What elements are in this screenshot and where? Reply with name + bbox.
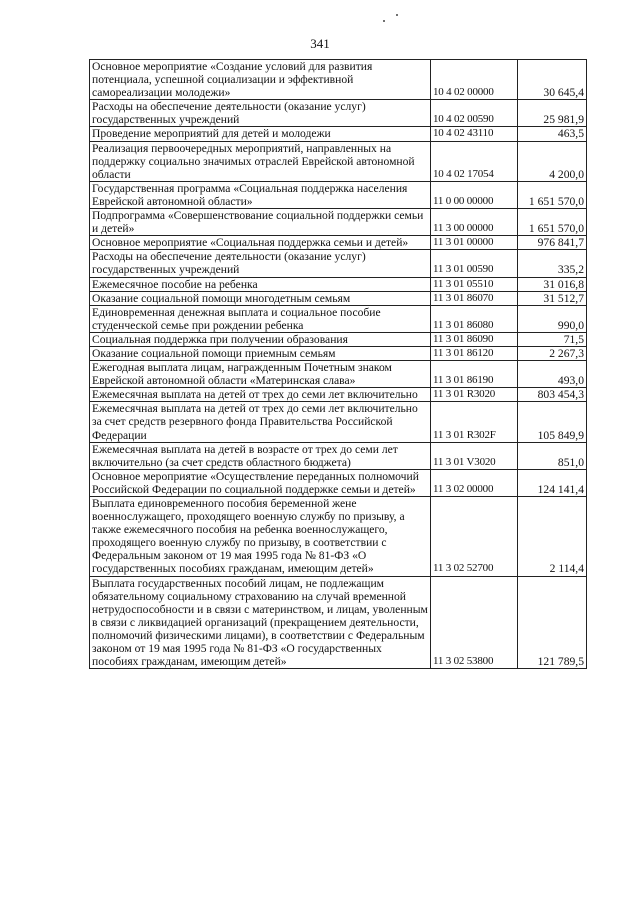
- expense-description-cell: Социальная поддержка при получении образования: [90, 332, 431, 346]
- amount-cell: 463,5: [518, 127, 587, 141]
- expense-description-cell: Основное мероприятие «Социальная поддержка семьи и детей»: [90, 236, 431, 250]
- table-row: [90, 442, 587, 469]
- budget-code-cell: 11 3 01 V3020: [431, 442, 518, 469]
- table-row: [90, 346, 587, 360]
- amount-cell: 990,0: [518, 305, 587, 332]
- scan-speck: [383, 20, 385, 22]
- scan-speck: [396, 14, 398, 16]
- budget-code-cell: 11 3 01 R302F: [431, 402, 518, 442]
- budget-code-cell: 11 3 01 86090: [431, 332, 518, 346]
- budget-code-cell: 11 3 01 86080: [431, 305, 518, 332]
- budget-code-cell: 11 3 01 86190: [431, 361, 518, 388]
- amount-cell: 124 141,4: [518, 469, 587, 496]
- expense-description-cell: Единовременная денежная выплата и социальное пособие студенческой семье при рождении ребенка: [90, 305, 431, 332]
- table-row: [90, 497, 587, 577]
- table-row: [90, 60, 587, 100]
- table-row: [90, 250, 587, 277]
- expense-description-cell: Ежемесячная выплата на детей от трех до семи лет включительно за счет средств резервного фонда Правительства Российской Федерации: [90, 402, 431, 442]
- expense-description-cell: Выплата государственных пособий лицам, не подлежащим обязательному социальному страхованию на случай временной нетрудоспособности и в связи с материнством, и лицам, уволенным в связи с ликвидацией организаций (прекращением деятельности, полномочий физическими лицами), в соответствии с Федеральным законом от 19 мая 1995 года № 81-ФЗ «О государственных пособиях гражданам, имеющим детей»: [90, 576, 431, 669]
- expense-description-cell: Выплата единовременного пособия беременной жене военнослужащего, проходящего военную службу по призыву, а также ежемесячного пособия на ребенка военнослужащего, проходящего военную службу по призыву, в соответствии с Федеральным законом от 19 мая 1995 года № 81-ФЗ «О государственных пособиях гражданам, имеющим детей»: [90, 497, 431, 577]
- expense-description-cell: Основное мероприятие «Осуществление переданных полномочий Российской Федерации по социальной поддержке семьи и детей»: [90, 469, 431, 496]
- amount-cell: 121 789,5: [518, 576, 587, 669]
- amount-cell: 71,5: [518, 332, 587, 346]
- amount-cell: 31 512,7: [518, 291, 587, 305]
- table-row: [90, 576, 587, 669]
- expense-description-cell: Оказание социальной помощи приемным семьям: [90, 346, 431, 360]
- amount-cell: 1 651 570,0: [518, 181, 587, 208]
- table-row: [90, 388, 587, 402]
- budget-code-cell: 11 3 02 52700: [431, 497, 518, 577]
- expense-description-cell: Реализация первоочередных мероприятий, направленных на поддержку социально значимых отраслей Еврейской автономной области: [90, 141, 431, 181]
- budget-code-cell: 11 3 01 R3020: [431, 388, 518, 402]
- amount-cell: 30 645,4: [518, 60, 587, 100]
- table-row: [90, 402, 587, 442]
- expense-description-cell: Расходы на обеспечение деятельности (оказание услуг) государственных учреждений: [90, 100, 431, 127]
- amount-cell: 493,0: [518, 361, 587, 388]
- page-number: 341: [310, 36, 330, 51]
- amount-cell: 31 016,8: [518, 277, 587, 291]
- expense-description-cell: Ежемесячная выплата на детей от трех до семи лет включительно: [90, 388, 431, 402]
- table-row: [90, 181, 587, 208]
- budget-code-cell: 11 3 01 05510: [431, 277, 518, 291]
- budget-code-cell: 10 4 02 43110: [431, 127, 518, 141]
- expense-description-cell: Ежемесячная выплата на детей в возрасте от трех до семи лет включительно (за счет средств областного бюджета): [90, 442, 431, 469]
- budget-code-cell: 10 4 02 00590: [431, 100, 518, 127]
- budget-code-cell: 11 3 00 00000: [431, 209, 518, 236]
- amount-cell: 2 114,4: [518, 497, 587, 577]
- budget-code-cell: 11 0 00 00000: [431, 181, 518, 208]
- table-row: [90, 469, 587, 496]
- table-row: [90, 291, 587, 305]
- amount-cell: 976 841,7: [518, 236, 587, 250]
- amount-cell: 851,0: [518, 442, 587, 469]
- expense-description-cell: Ежемесячное пособие на ребенка: [90, 277, 431, 291]
- expense-description-cell: Расходы на обеспечение деятельности (оказание услуг) государственных учреждений: [90, 250, 431, 277]
- table-row: [90, 141, 587, 181]
- table-row: [90, 361, 587, 388]
- budget-code-cell: 10 4 02 17054: [431, 141, 518, 181]
- amount-cell: 335,2: [518, 250, 587, 277]
- budget-code-cell: 10 4 02 00000: [431, 60, 518, 100]
- table-row: [90, 236, 587, 250]
- budget-code-cell: 11 3 01 00590: [431, 250, 518, 277]
- budget-table: [89, 59, 587, 669]
- expense-description-cell: Ежегодная выплата лицам, награжденным Почетным знаком Еврейской автономной области «Материнская слава»: [90, 361, 431, 388]
- table-row: [90, 277, 587, 291]
- budget-code-cell: 11 3 02 53800: [431, 576, 518, 669]
- amount-cell: 1 651 570,0: [518, 209, 587, 236]
- expense-description-cell: Подпрограмма «Совершенствование социальной поддержки семьи и детей»: [90, 209, 431, 236]
- table-row: [90, 209, 587, 236]
- budget-code-cell: 11 3 01 86120: [431, 346, 518, 360]
- amount-cell: 105 849,9: [518, 402, 587, 442]
- table-row: [90, 100, 587, 127]
- amount-cell: 25 981,9: [518, 100, 587, 127]
- amount-cell: 4 200,0: [518, 141, 587, 181]
- table-row: [90, 305, 587, 332]
- budget-code-cell: 11 3 01 00000: [431, 236, 518, 250]
- expense-description-cell: Государственная программа «Социальная поддержка населения Еврейской автономной области»: [90, 181, 431, 208]
- expense-description-cell: Основное мероприятие «Создание условий для развития потенциала, успешной социализации и эффективной самореализации молодежи»: [90, 60, 431, 100]
- amount-cell: 803 454,3: [518, 388, 587, 402]
- budget-code-cell: 11 3 02 00000: [431, 469, 518, 496]
- table-row: [90, 332, 587, 346]
- amount-cell: 2 267,3: [518, 346, 587, 360]
- expense-description-cell: Оказание социальной помощи многодетным семьям: [90, 291, 431, 305]
- expense-description-cell: Проведение мероприятий для детей и молодежи: [90, 127, 431, 141]
- budget-code-cell: 11 3 01 86070: [431, 291, 518, 305]
- table-row: [90, 127, 587, 141]
